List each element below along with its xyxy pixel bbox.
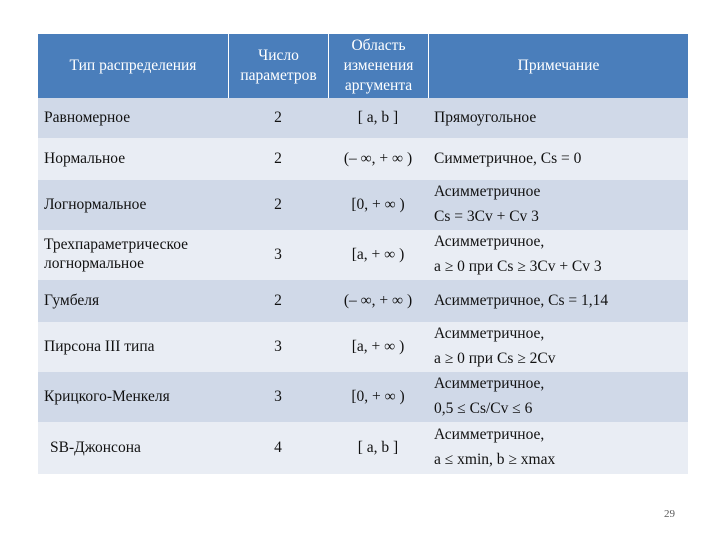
table-row: [38, 280, 688, 322]
note-cell: [428, 180, 688, 230]
type-cell: SB-Джонсона: [50, 439, 141, 456]
note-cell: Симметричное, Cs = 0: [434, 150, 582, 167]
params-cell: 2: [274, 292, 282, 309]
range-cell: [0, + ∞ ): [351, 196, 405, 213]
params-cell: 2: [274, 109, 282, 126]
table-row: [38, 138, 688, 180]
range-cell: [0, + ∞ ): [351, 388, 405, 405]
range-cell: [ a, b ]: [357, 109, 399, 126]
type-cell: Трехпараметрическое логнормальное: [44, 236, 189, 272]
params-cell: 3: [274, 246, 282, 263]
type-cell: Логнормальное: [44, 196, 147, 213]
note-cell: [428, 422, 688, 474]
note-line: Асимметричное,: [434, 233, 545, 251]
type-cell: Крицкого-Менкеля: [44, 388, 170, 405]
note-line: Асимметричное,: [434, 375, 545, 393]
page-number: 29: [664, 508, 675, 520]
note-cell: [428, 230, 688, 280]
note-cell: [428, 322, 688, 372]
params-cell: 3: [274, 388, 282, 405]
params-cell: 4: [274, 439, 282, 456]
header-range: Область изменения аргумента: [328, 34, 428, 98]
range-cell: [ a, b ]: [357, 439, 399, 456]
table-row: [38, 230, 688, 280]
table-row: [38, 98, 688, 138]
table-row: [38, 180, 688, 230]
note-line: Асимметричное,: [434, 426, 545, 444]
table-row: [38, 372, 688, 422]
table-header-row: [38, 34, 688, 98]
note-line: Асимметричное,: [434, 325, 545, 343]
params-cell: 2: [274, 196, 282, 213]
note-line: a ≥ 0 при Cs ≥ 2Cv: [434, 350, 556, 367]
note-line: 0,5 ≤ Cs/Cv ≤ 6: [434, 400, 533, 417]
note-line: a ≥ 0 при Cs ≥ 3Cv + Cv 3: [434, 258, 602, 275]
range-cell: (– ∞, + ∞ ): [343, 150, 413, 167]
type-cell: Пирсона III типа: [44, 338, 155, 355]
type-cell: Нормальное: [44, 150, 126, 167]
range-cell: [a, + ∞ ): [351, 338, 405, 355]
type-cell: Гумбеля: [44, 292, 100, 309]
note-cell: Асимметричное, Cs = 1,14: [434, 292, 609, 309]
type-cell: Равномерное: [44, 109, 131, 126]
range-cell: [a, + ∞ ): [351, 246, 405, 263]
note-cell: [428, 372, 688, 422]
params-cell: 2: [274, 150, 282, 167]
params-cell: 3: [274, 338, 282, 355]
note-cell: Прямоугольное: [434, 109, 537, 126]
table-row: [38, 322, 688, 372]
note-line: a ≤ xmin, b ≥ xmax: [434, 451, 556, 468]
table-row: [38, 422, 688, 474]
header-note: Примечание: [428, 34, 688, 98]
header-params: Число параметров: [228, 34, 328, 98]
note-line: Cs = 3Cv + Cv 3: [434, 208, 539, 225]
range-cell: (– ∞, + ∞ ): [343, 292, 413, 309]
note-line: Асимметричное: [434, 183, 541, 201]
header-type: Тип распределения: [38, 34, 228, 98]
